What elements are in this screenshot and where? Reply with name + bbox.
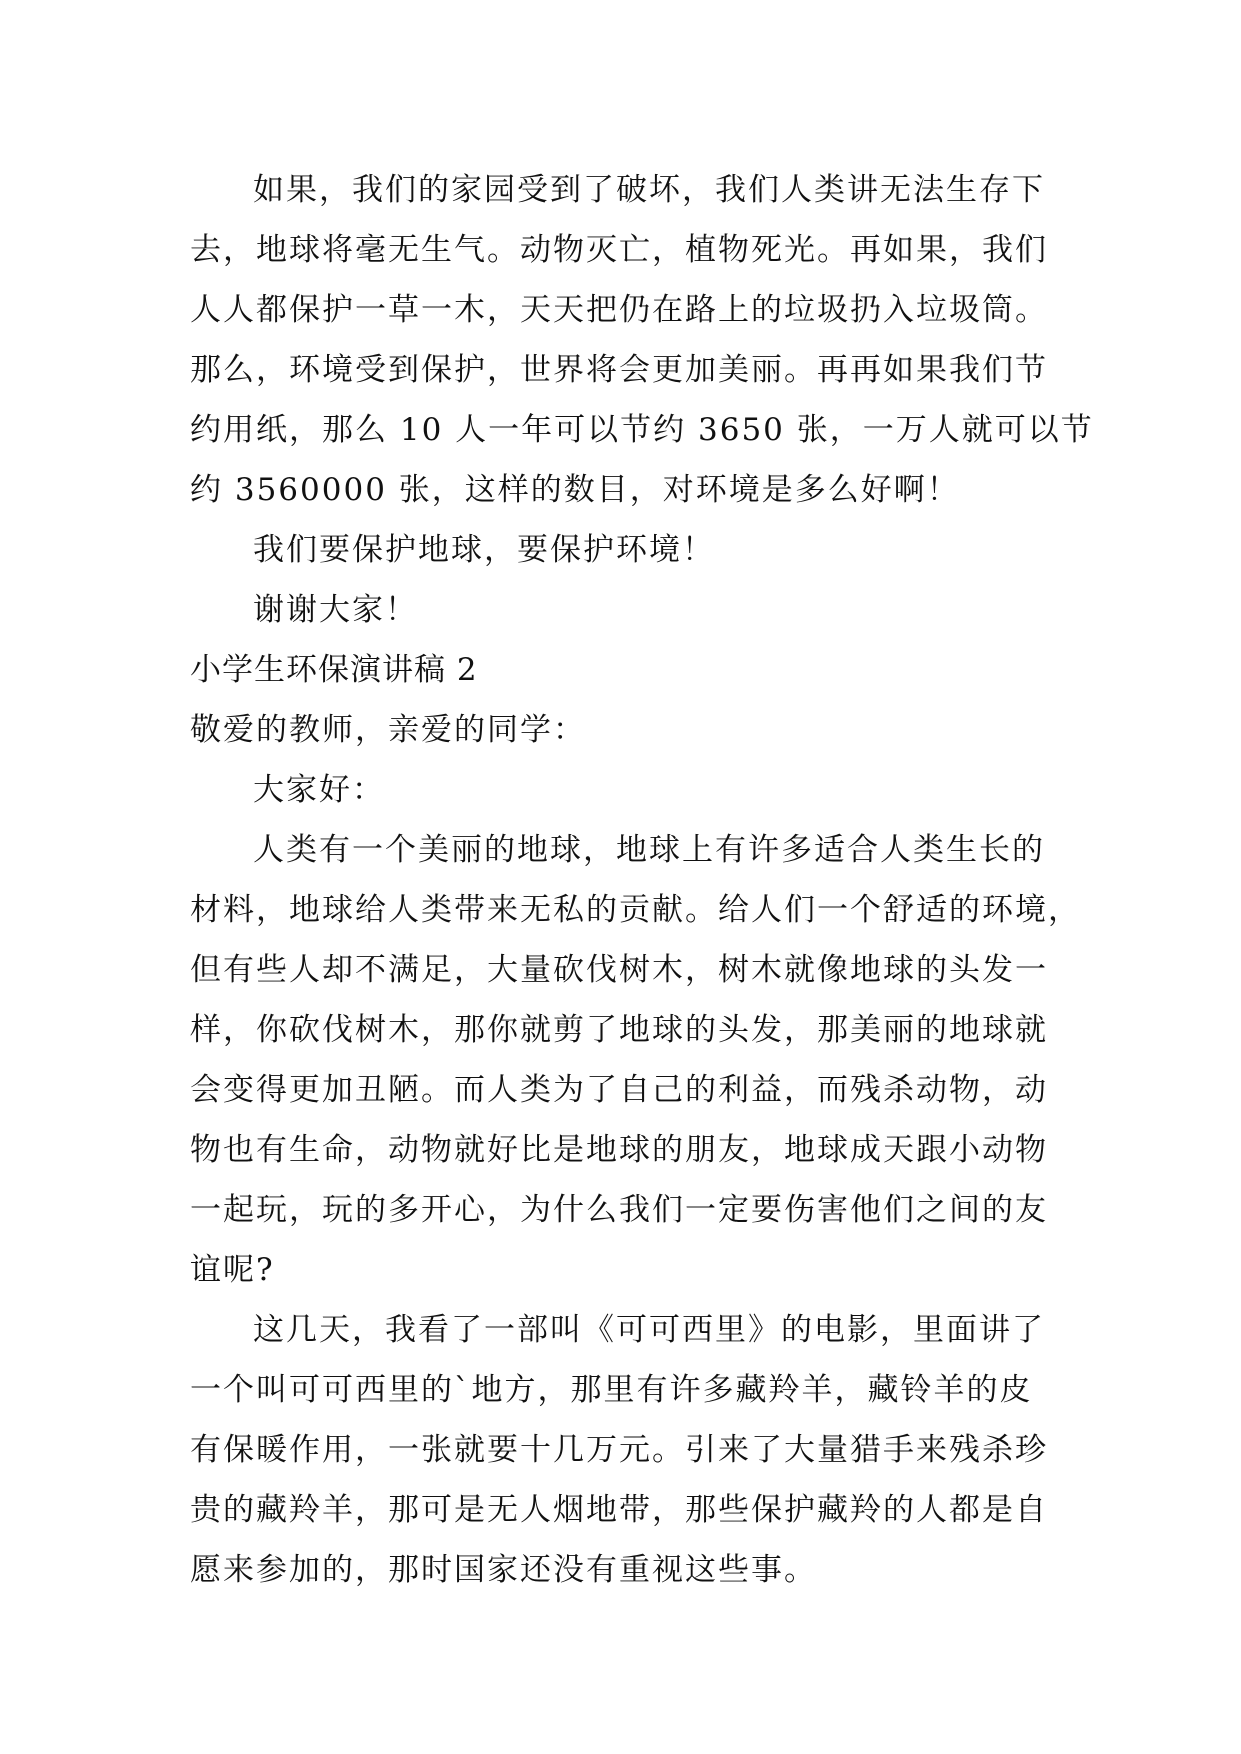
text-line: 约 3560000 张，这样的数目，对环境是多么好啊！ [190, 472, 960, 508]
paragraph-5 [190, 1300, 1060, 1600]
text-line: 贵的藏羚羊，那可是无人烟地带，那些保护藏羚的人都是自 [190, 1492, 1048, 1528]
text-line: 物也有生命，动物就好比是地球的朋友，地球成天跟小动物 [190, 1132, 1048, 1168]
text-line: 谊呢? [190, 1252, 275, 1288]
greeting: 大家好： [253, 772, 385, 808]
salutation: 敬爱的教师，亲爱的同学： [190, 712, 586, 748]
paragraph-4 [190, 820, 1081, 1300]
text-line: 但有些人却不满足，大量砍伐树木，树木就像地球的头发一 [190, 952, 1048, 988]
document-body [190, 160, 1094, 1600]
text-line: 人人都保护一草一木，天天把仍在路上的垃圾扔入垃圾筒。 [190, 292, 1048, 328]
section-title: 小学生环保演讲稿 2 [190, 652, 478, 688]
text-line: 如果，我们的家园受到了破坏，我们人类讲无法生存下 [253, 172, 1045, 208]
text-line: 一起玩，玩的多开心，为什么我们一定要伤害他们之间的友 [190, 1192, 1048, 1228]
text-line: 这几天，我看了一部叫《可可西里》的电影，里面讲了 [253, 1312, 1045, 1348]
text-line: 愿来参加的，那时国家还没有重视这些事。 [190, 1552, 817, 1588]
text-line: 有保暖作用，一张就要十几万元。引来了大量猎手来残杀珍 [190, 1432, 1048, 1468]
text-line: 那么，环境受到保护，世界将会更加美丽。再再如果我们节 [190, 352, 1048, 388]
paragraph-2: 我们要保护地球，要保护环境！ [253, 532, 715, 568]
paragraph-1 [190, 160, 1094, 520]
text-line: 材料，地球给人类带来无私的贡献。给人们一个舒适的环境， [190, 892, 1081, 928]
text-line: 会变得更加丑陋。而人类为了自己的利益，而残杀动物，动 [190, 1072, 1048, 1108]
text-line: 一个叫可可西里的`地方，那里有许多藏羚羊，藏铃羊的皮 [190, 1372, 1033, 1408]
paragraph-3: 谢谢大家！ [253, 592, 418, 628]
text-line: 样，你砍伐树木，那你就剪了地球的头发，那美丽的地球就 [190, 1012, 1048, 1048]
text-line: 去，地球将毫无生气。动物灭亡，植物死光。再如果，我们 [190, 232, 1048, 268]
text-line: 约用纸，那么 10 人一年可以节约 3650 张，一万人就可以节 [190, 412, 1094, 448]
text-line: 人类有一个美丽的地球，地球上有许多适合人类生长的 [253, 832, 1045, 868]
